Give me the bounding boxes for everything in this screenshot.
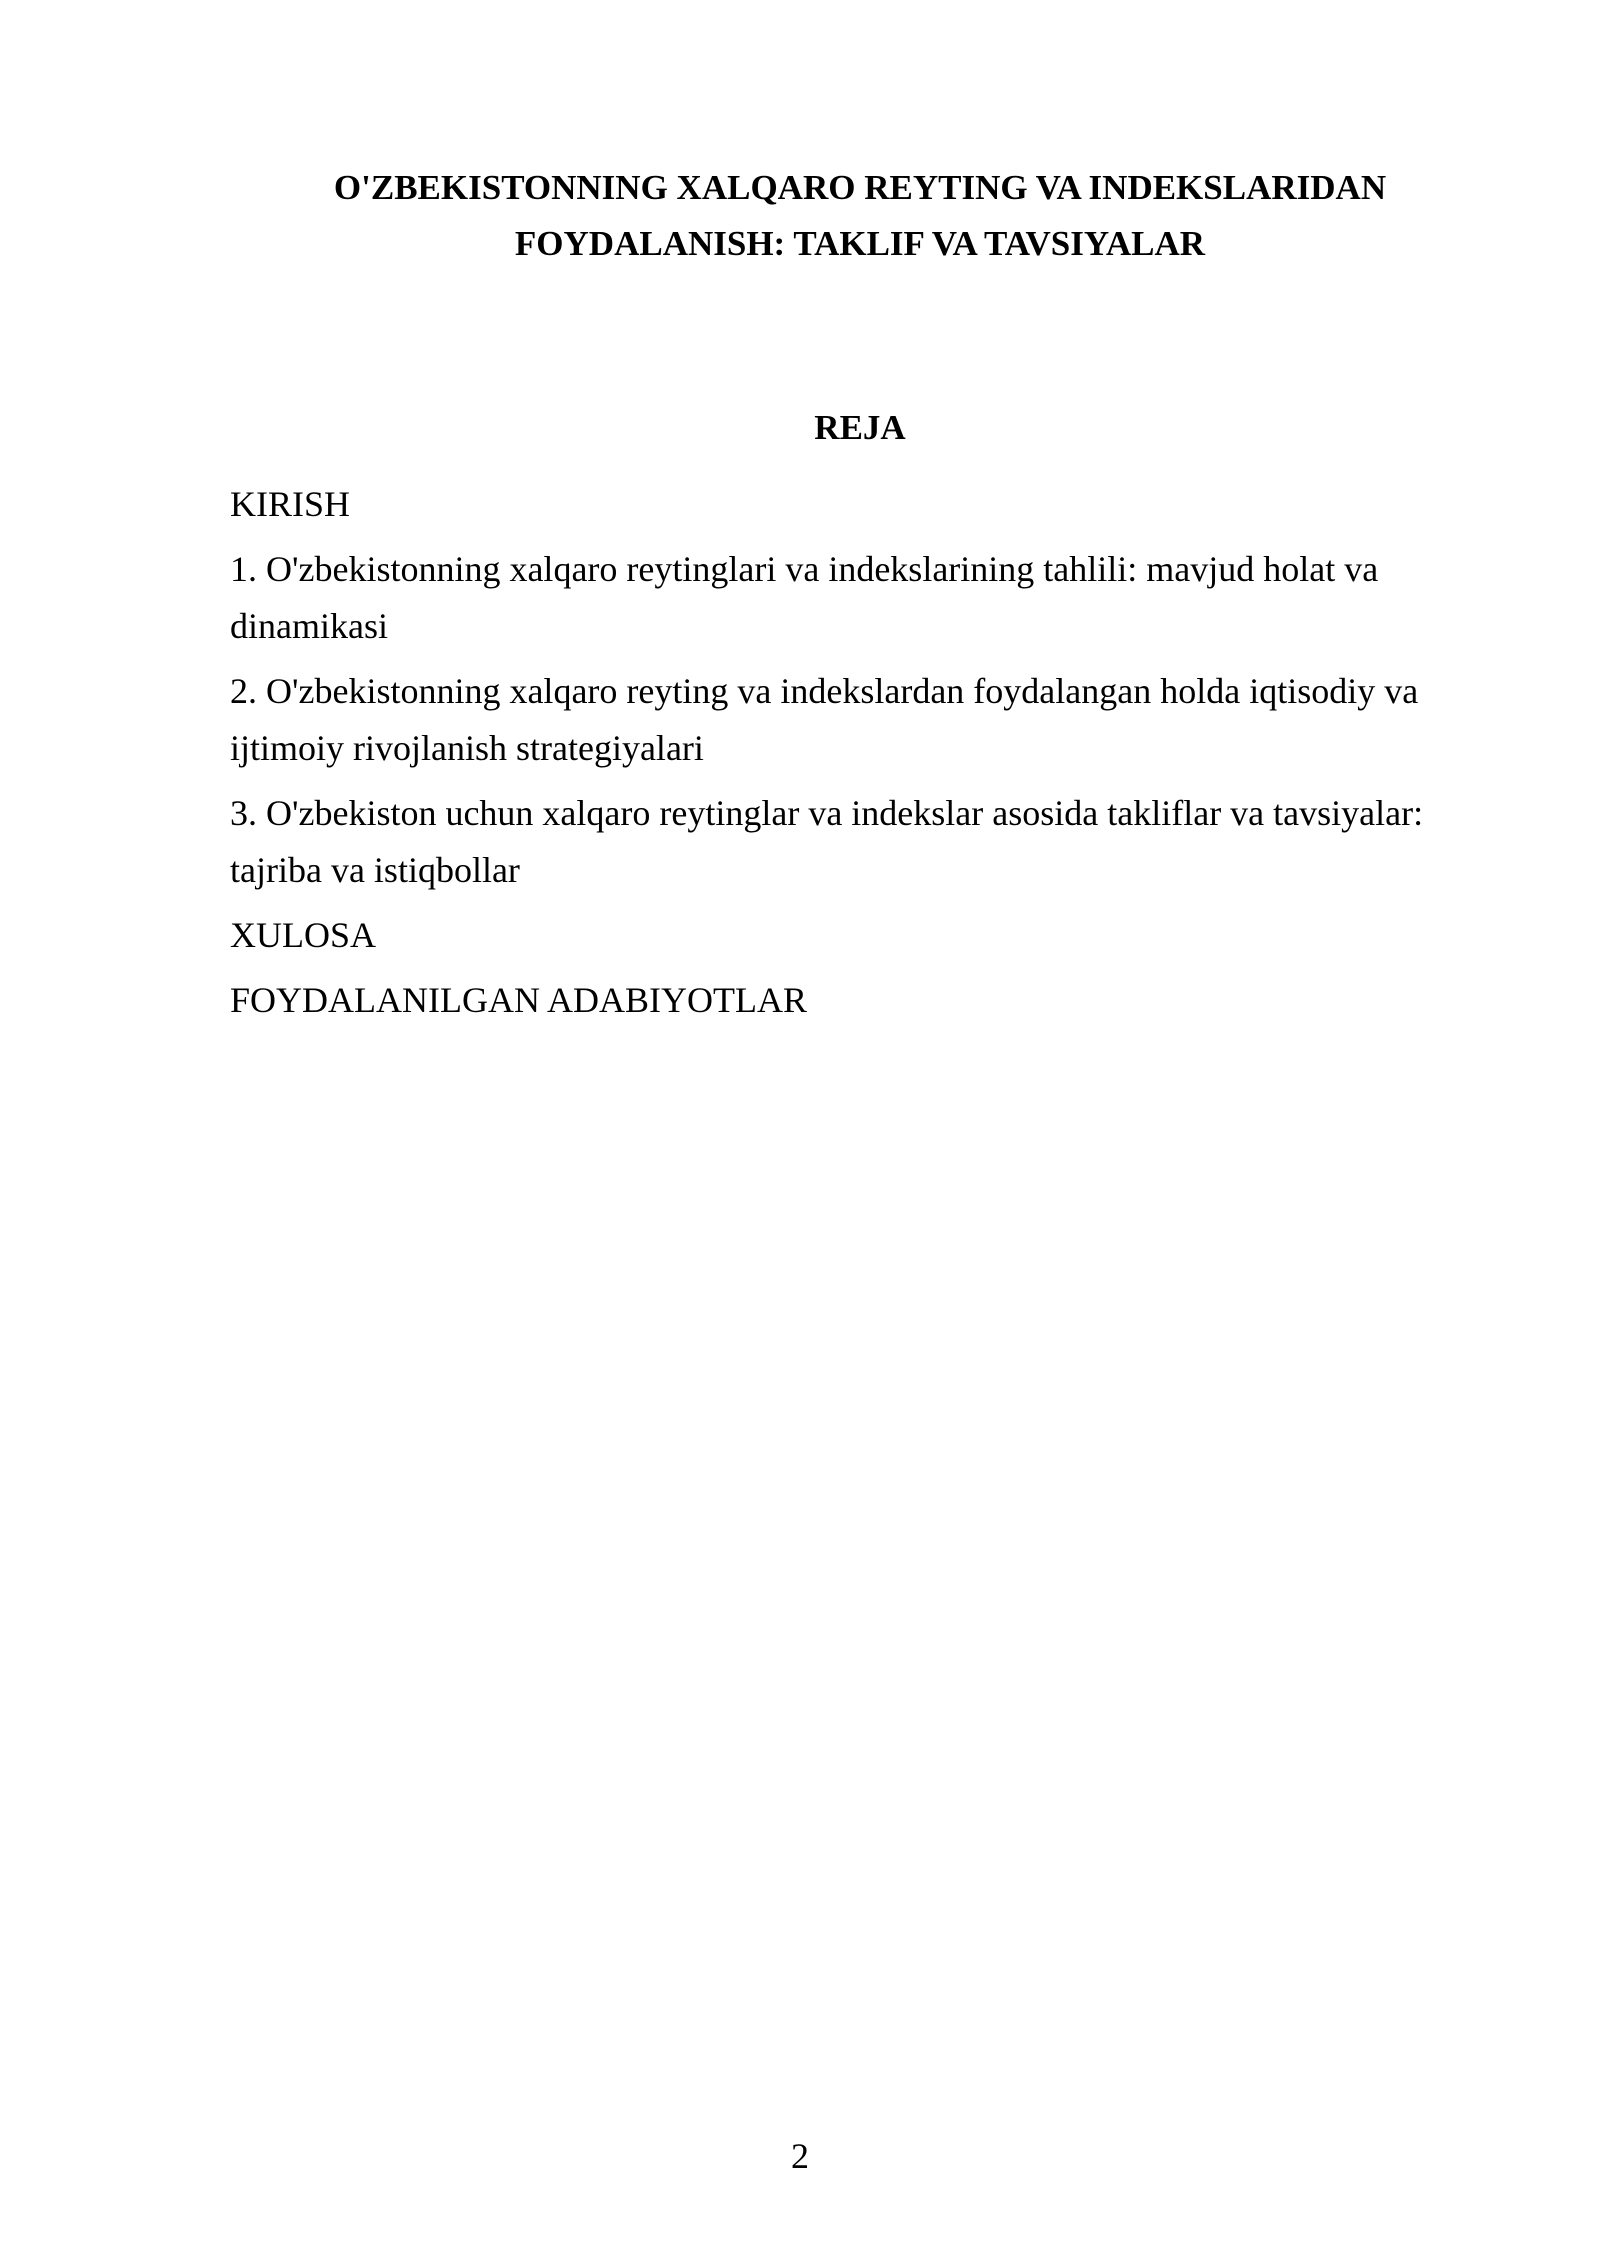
plan-heading: REJA	[814, 408, 906, 447]
plan-item-2: 2. O'zbekistonning xalqaro reyting va indekslardan foydalangan holda iqtisodiy va ijtimoiy rivojlanish strategiyalari	[230, 671, 1419, 768]
plan-item-1: 1. O'zbekistonning xalqaro reytinglari va indekslarining tahlili: mavjud holat va dinamikasi	[230, 549, 1379, 646]
document-title	[230, 160, 1490, 272]
document-title-line-1: O'ZBEKISTONNING XALQARO REYTING VA INDEKSLARIDAN	[333, 168, 1387, 207]
plan-item-3: 3. O'zbekiston uchun xalqaro reytinglar va indekslar asosida takliflar va tavsiyalar: tajriba va istiqbollar	[230, 793, 1424, 890]
document-title-line-2: FOYDALANISH: TAKLIF VA TAVSIYALAR	[514, 224, 1206, 263]
plan-item-introduction: KIRISH	[230, 484, 351, 524]
plan-item-references: FOYDALANILGAN ADABIYOTLAR	[230, 980, 807, 1020]
page-number: 2	[791, 2136, 809, 2176]
plan-list	[230, 476, 1490, 1037]
plan-item-conclusion: XULOSA	[230, 915, 377, 955]
